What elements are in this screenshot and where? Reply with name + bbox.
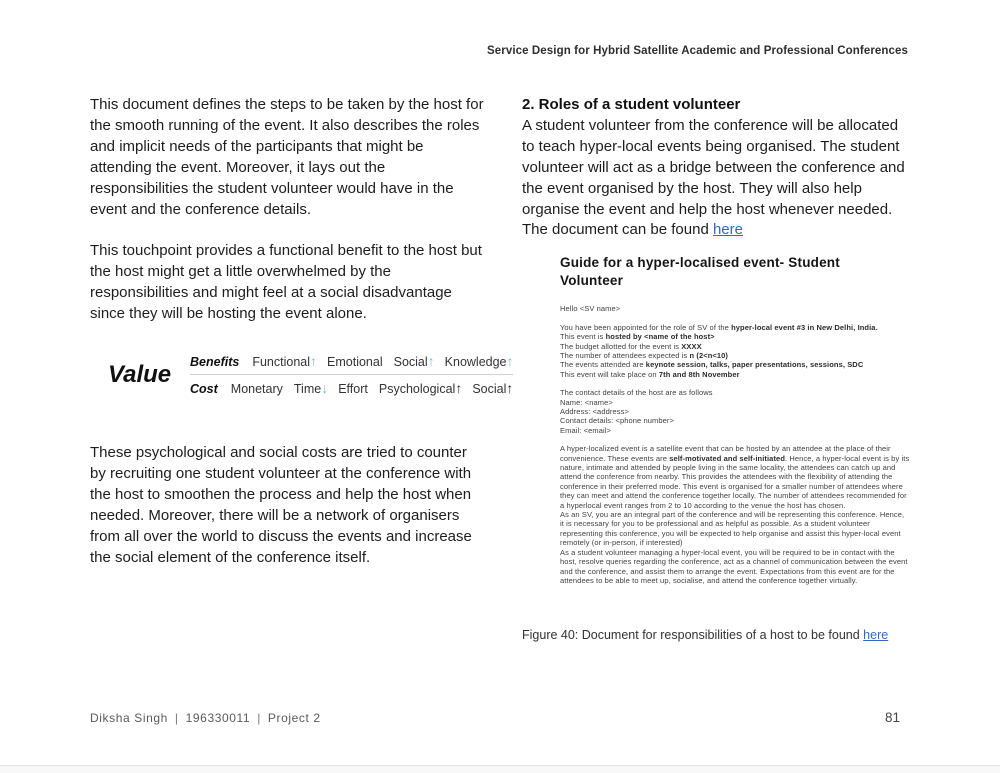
- up-arrow-icon: ↑: [310, 353, 317, 370]
- doc-greeting: Hello <SV name>: [560, 304, 621, 314]
- benefits-label: Benefits: [190, 355, 240, 370]
- right-column: [522, 95, 914, 585]
- embedded-document-image: [560, 254, 910, 585]
- doc-line: The budget allotted for the event is XXXX: [560, 341, 702, 351]
- cost-effort: Effort: [338, 382, 368, 397]
- cost-label: Cost: [190, 382, 218, 397]
- value-rows: [190, 352, 513, 398]
- left-column: [90, 95, 513, 569]
- running-header: Service Design for Hybrid Satellite Academic and Professional Conferences: [486, 45, 908, 57]
- benefit-knowledge: Knowledge↑: [444, 353, 513, 370]
- doc-line: This event will take place on 7th and 8th November: [560, 369, 740, 379]
- document-link[interactable]: here: [712, 221, 743, 239]
- doc-body: [560, 444, 910, 585]
- cost-time: Time↓: [293, 380, 328, 397]
- doc-contact-line: Email: <email>: [560, 425, 612, 435]
- right-paragraph: A student volunteer from the conference will be allocated to teach hyper-local events being organised. The student volunteer will act as a bridge between the conference and the event organised by the host. They will also help organise the event and help the host whenever needed. The document can be found here: [522, 116, 905, 239]
- doc-contact-line: Address: <address>: [560, 407, 629, 416]
- left-paragraph-1: This document defines the steps to be taken by the host for the smooth running of the event. It also describes the roles and implicit needs of the participants that might be attending the event. Moreover, it lays out the responsibilities the student volunteer would have in the event and the conference details.: [90, 96, 484, 218]
- up-arrow-icon: ↑: [455, 380, 462, 397]
- doc-body-paragraph-1: A hyper-localized event is a satellite event that can be hosted by an attendee at the place of their convenience. These events are self-motivated and self-initiated. Hence, a hyper-local event is by its nature, intimate and attended by people living in the same locality, the attendees can catch up and attend the conference from nearby. This provides the attendees with the flexibility of attending the conference in their preferred mode. This event is organised for a smaller number of attendees where they can meet and attend the conference together locally. The number of attendees recommended for a hyperlocal event ranges from 2 to 10 according to the venue the host has chosen.: [560, 444, 910, 510]
- footer-project: Project 2: [267, 711, 321, 725]
- up-arrow-icon: ↑: [506, 353, 513, 370]
- page-number: 81: [884, 710, 900, 725]
- benefit-social: Social↑: [393, 353, 434, 370]
- doc-contact-line: Name: <name>: [560, 397, 613, 407]
- left-paragraph-2: This touchpoint provides a functional benefit to the host but the host might get a little overwhelmed by the responsibilities and might feel at a social disadvantage since they will be hosting the event alone.: [90, 242, 482, 323]
- down-arrow-icon: ↓: [321, 380, 328, 397]
- left-paragraph-3: These psychological and social costs are tried to counter by recruiting one student volunteer at the conference with the host to smoothen the process and help the host when needed. Moreover, there will be a network of organisers from all over the world to discuss the events and increase the social element of the conference itself.: [90, 444, 472, 566]
- footer-author: Diksha Singh: [90, 711, 168, 725]
- embedded-doc-title: Guide for a hyper-localised event- Student Volunteer: [560, 255, 840, 289]
- cost-psychological: Psychological↑: [378, 380, 462, 397]
- value-label: Value: [108, 360, 172, 388]
- value-diagram: [90, 352, 513, 398]
- footer-student-id: 196330011: [185, 711, 251, 725]
- doc-contact-heading: The contact details of the host are as follows: [560, 388, 713, 398]
- cost-monetary: Monetary: [230, 382, 283, 397]
- footer-separator: |: [174, 711, 179, 725]
- doc-body-paragraph-2: As an SV, you are an integral part of the conference and will be representing this conference. Hence, it is necessary for you to be professional and as helpful as possible. As a student volunteer representing this conference, you will be expected to help organise and assist this hyper-local event remotely (or in-person, if interested): [560, 510, 905, 548]
- figure-caption: Figure 40: Document for responsibilities of a host to be found here: [522, 628, 889, 642]
- section-heading: 2. Roles of a student volunteer: [522, 96, 741, 113]
- doc-body-paragraph-3: As a student volunteer managing a hyper-local event, you will be required to be in contact with the host, resolve queries regarding the conference, act as a channel of communication between the event and the conference, and assist them to arrange the event. Expectations from this event are for the attendees to be able to meet up, socialise, and attend the conference together virtually.: [560, 547, 908, 585]
- doc-contact-block: [560, 388, 910, 435]
- doc-line: This event is hosted by <name of the host>: [560, 332, 715, 342]
- cost-row: [190, 379, 513, 398]
- doc-line: You have been appointed for the role of SV of the hyper-local event #3 in New Delhi, India.: [560, 322, 878, 332]
- value-divider: [190, 374, 513, 375]
- up-arrow-icon: ↑: [506, 380, 513, 397]
- cost-social: Social↑: [472, 380, 513, 397]
- footer-separator: |: [257, 711, 261, 725]
- doc-detail-lines: [560, 323, 910, 379]
- benefit-emotional: Emotional: [327, 355, 383, 370]
- caption-link[interactable]: here: [863, 628, 889, 642]
- benefit-functional: Functional↑: [252, 353, 317, 370]
- up-arrow-icon: ↑: [427, 353, 434, 370]
- page-bottom-edge: [0, 765, 1000, 773]
- benefits-row: [190, 352, 513, 371]
- footer: [90, 711, 321, 725]
- doc-line: The number of attendees expected is n (2<n<10): [560, 350, 729, 360]
- doc-contact-line: Contact details: <phone number>: [560, 416, 675, 426]
- doc-line: The events attended are keynote session, talks, paper presentations, sessions, SDC: [560, 360, 864, 370]
